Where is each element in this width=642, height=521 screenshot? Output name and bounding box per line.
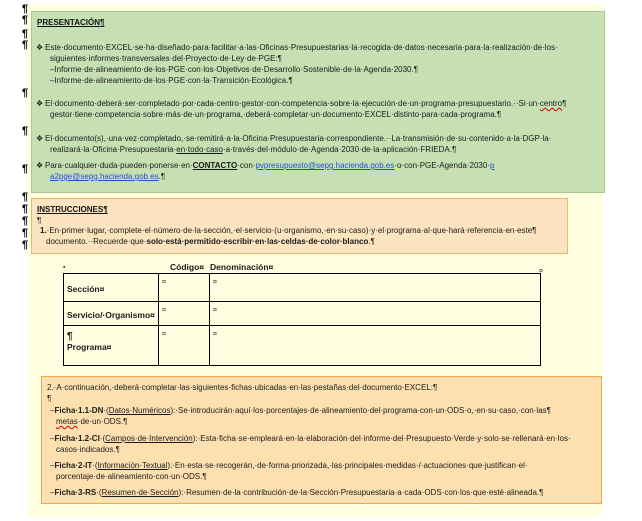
- input-seccion-denominacion[interactable]: ¤: [210, 274, 541, 302]
- table-row: [64, 302, 541, 326]
- pilcrow-mark: ¶: [22, 14, 29, 26]
- dash-icon: –: [50, 406, 55, 415]
- pilcrow-mark: ¶: [22, 215, 29, 227]
- presentacion-heading: PRESENTACIÓN¶: [37, 18, 105, 27]
- fichas-intro: 2.·A·continuación,·deberá·completar·las·siguientes·fichas·ubicadas·en·las·pestañas·del·documento·EXCEL:¶: [47, 383, 438, 392]
- pilcrow-mark: ¶: [37, 216, 42, 225]
- instrucciones-heading: INSTRUCCIONES¶: [37, 205, 108, 214]
- bullet-icon: ❖: [36, 43, 44, 52]
- row-end-mark: ¤: [539, 268, 543, 275]
- label-servicio-organismo: Servicio/·Organismo¤: [64, 302, 159, 326]
- informacion-textual-link[interactable]: Información·Textual: [97, 461, 168, 470]
- bullet-icon: ❖: [36, 161, 44, 170]
- dash-icon: –: [50, 76, 55, 85]
- bullet-icon: ❖: [36, 134, 44, 143]
- datos-numericos-link[interactable]: Datos·Numéricos: [108, 406, 171, 415]
- presentacion-section: [31, 11, 605, 193]
- pilcrow-mark: ¶: [22, 163, 29, 175]
- dash-icon: –: [50, 461, 55, 470]
- paragraph-4[interactable]: ❖ Para·cualquier·duda·pueden·ponerse·en·CONTACTO·con·pvpresupuesto@sepg.hacienda.gob.es·o·con·PGE-Agenda·2030·p a2pge@sepg.hacienda.gob.es.¶: [36, 161, 495, 181]
- dash-icon: –: [50, 488, 55, 497]
- ficha-1-2-ci[interactable]: –Ficha·1.2-CI·(Campos·de·Intervención):·Esta·ficha·se·empleará·en·la·elaboración·del·informe·del·Presupuesto·Verde·y·solo·se·rellenará·en·los· casos·indicados.¶: [50, 434, 571, 454]
- paragraph-3[interactable]: ❖ El·documento(s),·una·vez·completado,·se·remitirá·a·la·Oficina·Presupuestaria·correspondiente.··La·transmisión·de·su·contenido·a·la·DGP·la· realizará·la·Oficina·Presupuestaria·en·todo·caso·a·través·del·módulo·de·Agenda·2030·de·la·aplicación·FRIEDA.¶: [36, 134, 552, 154]
- table-anchor: ▪: [63, 264, 66, 271]
- table-row: [64, 326, 541, 366]
- paragraph-1[interactable]: ❖ Este·documento·EXCEL·se·ha·diseñado·para·facilitar·a·las·Oficinas·Presupuestarias·la·recogida·de·datos·necesaria·para·la·realización·de·los· siguientes·informes·transversales·del·Proyecto·de·Ley·de·PGE:¶ –Informe·de·alineamiento·de·los·PGE·con·los·Objetivos·de·Desarrollo·Sostenible·de·la·Agenda·2030.¶ –Informe·de·alineamiento·de·los·PGE·con·la·Transición·Ecológica.¶: [36, 43, 558, 85]
- ficha-3-rs[interactable]: –Ficha·3-RS·(Resumen·de·Sección):·Resumen·de·la·contribución·de·la·Sección·Presupuestaria·a·cada·ODS·con·los·que·esté·alineada.¶: [50, 488, 544, 497]
- pilcrow-mark: ¶: [47, 394, 52, 403]
- datos-grid: [63, 273, 541, 366]
- pilcrow-mark: ¶: [22, 39, 29, 51]
- pilcrow-mark: ¶: [22, 28, 29, 40]
- input-servicio-denominacion[interactable]: ¤: [210, 302, 541, 326]
- input-programa-denominacion[interactable]: ¤: [210, 326, 541, 366]
- pilcrow-mark: ¶: [22, 87, 29, 99]
- fichas-section: [41, 376, 602, 504]
- email-link-2a[interactable]: p: [489, 161, 495, 170]
- ficha-2-it[interactable]: –Ficha·2-IT·(Información·Textual):·En·esta·se·recogerán,·de·forma·priorizada,·las·principales·medidas·/·actuaciones·que·justifican·el· porcentaje·de·alineamiento·con·un·ODS.¶: [50, 461, 528, 481]
- input-seccion-codigo[interactable]: ¤: [159, 274, 210, 302]
- input-servicio-codigo[interactable]: ¤: [159, 302, 210, 326]
- label-seccion: Sección¤: [64, 274, 159, 302]
- email-link-1[interactable]: pvpresupuesto@sepg.hacienda.gob.es: [255, 161, 395, 170]
- campos-intervencion-link[interactable]: Campos·de·Intervención: [105, 434, 193, 443]
- pilcrow-mark: ¶: [22, 239, 29, 251]
- paragraph-2[interactable]: ❖ El·documento·deberá·ser·completado·por·cada·centro·gestor·con·competencia·sobre·la·ejecución·de·un·programa·presupuestario.··Si·un·centro¶ gestor·tiene·competencia·sobre·más·de·un·programa,·deberá·completar·un·documento·EXCEL·distinto·para·cada·programa.¶: [36, 99, 567, 119]
- pilcrow-mark: ¶: [22, 125, 29, 137]
- email-link-2[interactable]: a2pge@sepg.hacienda.gob.es: [50, 172, 159, 181]
- pilcrow-mark: ¶: [22, 227, 29, 239]
- resumen-seccion-link[interactable]: Resumen·de·Sección: [101, 488, 179, 497]
- instrucciones-section: [31, 198, 568, 254]
- input-programa-codigo[interactable]: ¤: [159, 326, 210, 366]
- ficha-1-1-dn[interactable]: –Ficha·1.1-DN·(Datos·Numéricos):·Se·introducirán·aquí·los·porcentajes·de·alineamiento·del·programa·con·un·ODS·o,·en·su·caso,·con·las¶ metas·de·un·ODS.¶: [50, 406, 551, 426]
- dash-icon: –: [50, 434, 55, 443]
- table-row: [64, 274, 541, 302]
- column-header-denominacion: Denominación¤: [210, 262, 274, 272]
- label-programa: ¶ Programa¤: [64, 326, 159, 366]
- dash-icon: –: [50, 65, 55, 74]
- instruccion-1[interactable]: 1.·En·primer·lugar,·complete·el·número·de·la·sección,·el·servicio·(u·organismo,·en·su·caso)·y·el·programa·al·que·hará·referencia·en·este¶ documento.··Recuerde·que·solo·está·permitido·escribir·en·las·celdas·de·color·blanco.¶: [40, 226, 537, 246]
- bullet-icon: ❖: [36, 99, 44, 108]
- column-header-codigo: Código¤: [170, 262, 204, 272]
- pilcrow-mark: ¶: [22, 3, 29, 15]
- pilcrow-mark: ¶: [22, 203, 29, 215]
- contacto-label: CONTACTO: [192, 161, 238, 170]
- pilcrow-mark: ¶: [22, 191, 29, 203]
